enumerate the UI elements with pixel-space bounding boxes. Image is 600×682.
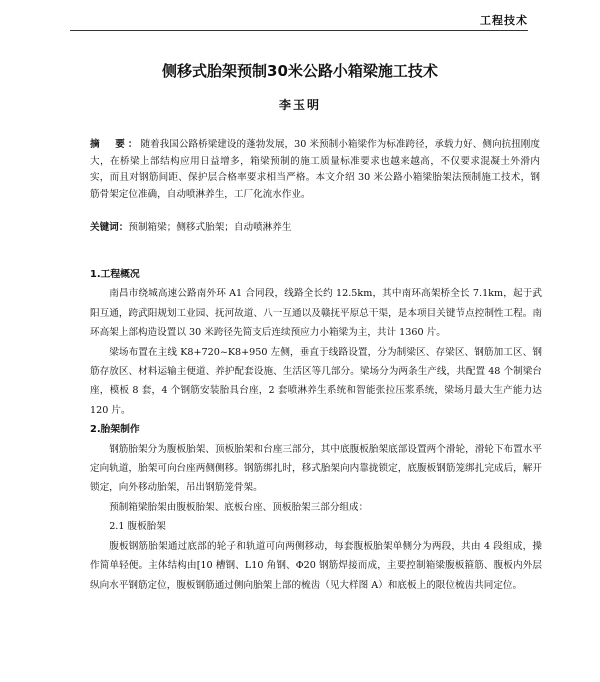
keywords [90, 220, 540, 236]
section-heading: 2.胎架制作 [90, 424, 140, 436]
section-heading: 1.工程概况 [90, 269, 140, 280]
article-body [90, 265, 542, 595]
paragraph: 南昌市绕城高速公路南外环 A1 合同段，线路全长约 12.5km，其中南环高架桥全长 7.1km，起于武阳互通，跨武阳规划工业园、抚河故道、八一互通以及赣抚平原总干渠，是本项目关键节点控制性工程。南环高架上部构造设置以 30 米跨径先简支后连续预应力小箱梁为主，共计 1360 片。 [90, 288, 542, 339]
paragraph: 钢筋胎架分为腹板胎架、顶板胎架和台座三部分，其中底腹板胎架底部设置两个滑轮，滑轮下布置水平定向轨道，胎架可向台座两侧侧移。钢筋绑扎时，移式胎架向内靠拢锁定，底腹板钢筋笼绑扎完成后，解开锁定，向外移动胎架，吊出钢筋笼骨架。 [90, 443, 542, 494]
paragraph: 腹板钢筋胎架通过底部的轮子和轨道可向两侧移动，每套腹板胎架单侧分为两段，共由 4 段组成，操作简单轻便。主体结构由[10 槽钢、L10 角钢、Φ20 钢筋焊接而成，主要控制箱梁腹板箍筋、腹板内外层纵向水平钢筋定位，腹板钢筋通过侧向胎架上部的梳齿（见大样图 A）和底板上的限位梳齿共同定位。 [90, 540, 542, 591]
paragraph: 预制箱梁胎架由腹板胎架、底板台座、顶板胎架三部分组成： [109, 501, 369, 513]
keywords-text: 预制箱梁；侧移式胎架；自动喷淋养生 [128, 222, 292, 233]
article-author: 李玉明 [278, 98, 321, 112]
abstract-text: 随着我国公路桥梁建设的蓬勃发展，30 米预制小箱梁作为标准跨径，承载力好、侧向抗扭刚度大，在桥梁上部结构应用日益增多，箱梁预制的施工质量标准要求也越来越高，不仅要求混凝土外滑内实，而且对钢筋间距、保护层合格率要求相当严格。本文介绍 30 米公路小箱梁胎架法预制施工技术，钢筋骨架定位准确，自动喷淋养生，工厂化流水作业。 [90, 139, 540, 200]
paragraph: 梁场布置在主线 K8+720~K8+950 左侧，垂直于线路设置，分为制梁区、存梁区、钢筋加工区、钢筋存放区、材料运输主便道、养护配套设施、生活区等几部分。梁场分为两条生产线，共配置 48 个制梁台座，模板 8 套，4 个钢筋安装胎具台座，2 套喷淋养生系统和智能张拉压浆系统，梁场月最大生产能力达 120 片。 [90, 346, 542, 416]
journal-section-tag: 工程技术 [480, 14, 528, 27]
subsection-heading: 2.1 腹板胎架 [109, 521, 166, 533]
header-rule [70, 30, 528, 31]
article-title: 侧移式胎架预制30米公路小箱梁施工技术 [162, 62, 438, 80]
abstract-label: 摘 要： [90, 139, 141, 150]
abstract [90, 137, 540, 203]
keywords-label: 关键词： [90, 222, 129, 233]
